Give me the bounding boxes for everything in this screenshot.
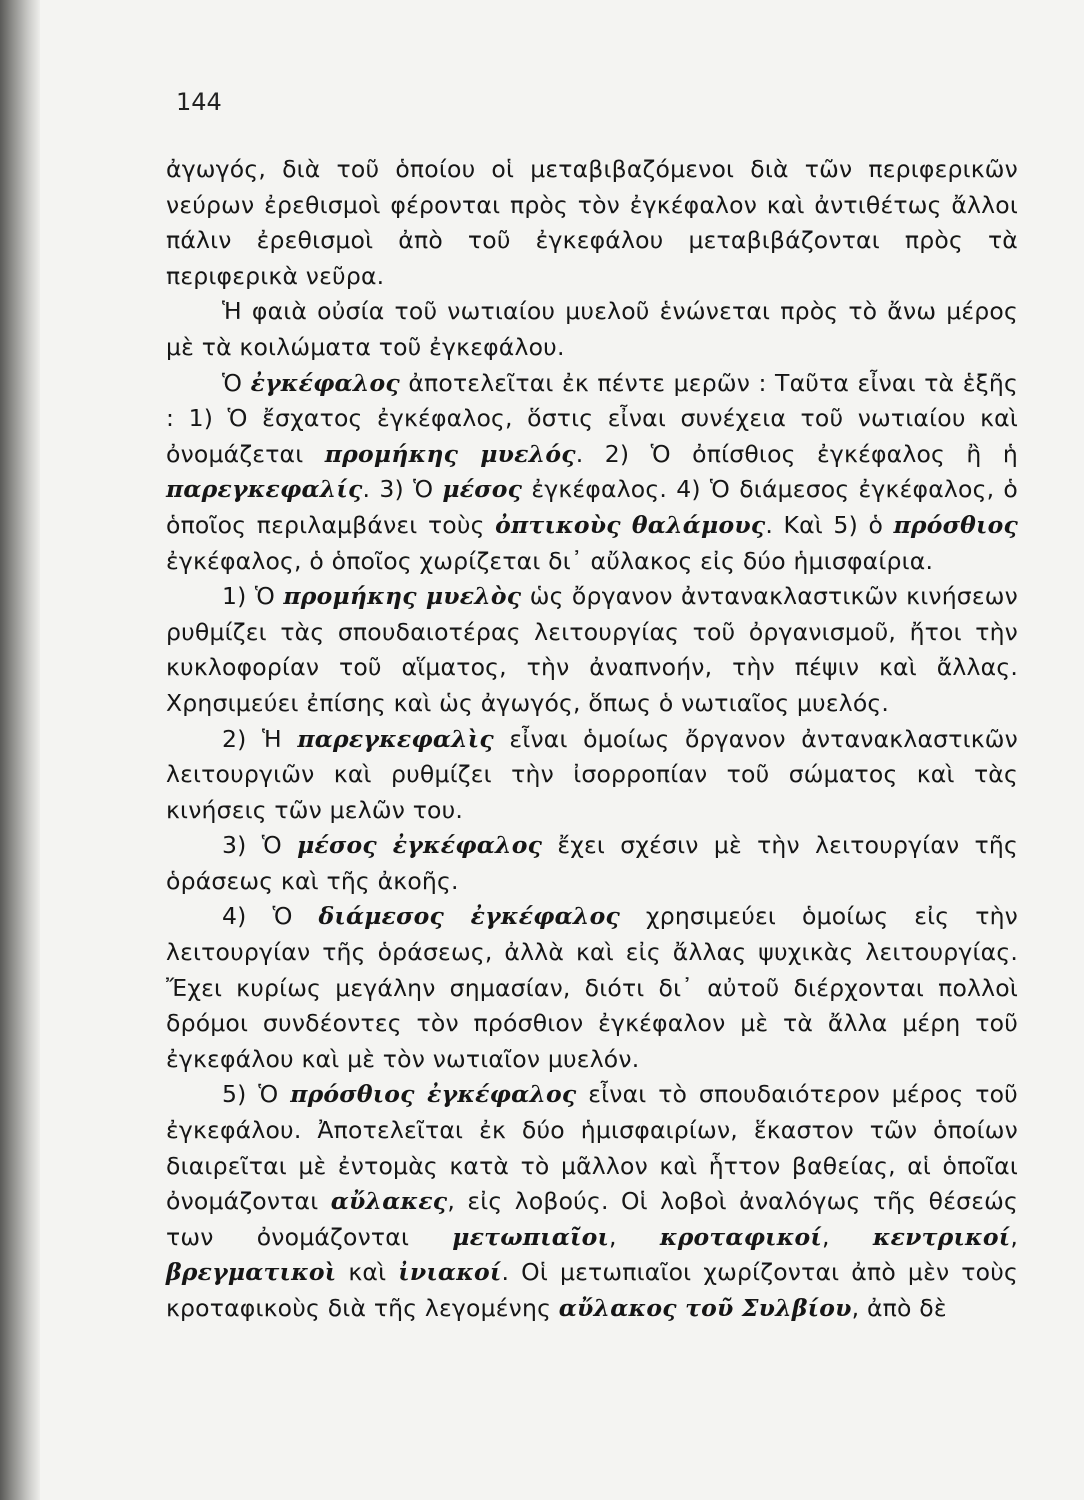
text-run: χρησιμεύει ὁμοίως εἰς τὴν λειτουργίαν τῆς ὁράσεως, ἀλλὰ καὶ εἰς ἄλλας ψυχικὰς λειτουργίας. Ἔχει κυρίως μεγάλην σημασίαν, διότι δι᾿ αὐτοῦ διέρχονται πολλοὶ δρόμοι συνδέοντες τὸν πρόσθιον ἐγκέφαλον μὲ τὰ ἄλλα μέρη τοῦ ἐγκεφάλου καὶ μὲ τὸν νωτιαῖον μυελόν. (166, 902, 1018, 1073)
emphasized-term: διάμεσος ἐγκέφαλος (318, 902, 620, 931)
paragraph (166, 1077, 1018, 1326)
text-run: , ἀπὸ δὲ (851, 1294, 947, 1322)
text-run: . Καὶ 5) ὁ (765, 510, 894, 539)
emphasized-term: ἰνιακοί (398, 1258, 502, 1287)
text-run: 1) Ὁ (222, 582, 284, 611)
text-run: , εἰς λοβούς. Οἱ λοβοὶ ἀναλόγως τῆς θέσεώς των ὀνομάζονται (166, 1187, 1018, 1251)
paragraph (166, 828, 1018, 899)
text-run: , (1010, 1222, 1018, 1251)
paragraph (166, 899, 1018, 1077)
paragraph (166, 294, 1018, 365)
paragraph (166, 366, 1018, 580)
text-run: 2) Ἡ (222, 724, 298, 753)
page-number: 144 (176, 88, 222, 116)
text-run: 3) Ὁ (222, 831, 298, 860)
text-run: ἀγωγός, διὰ τοῦ ὁποίου οἱ μεταβιβαζόμενοι διὰ τῶν περιφερικῶν νεύρων ἐρεθισμοὶ φέρονται πρὸς τὸν ἐγκέφαλον καὶ ἀντιθέτως ἄλλοι πάλιν ἐρεθισμοὶ ἀπὸ τοῦ ἐγκεφάλου μεταβιβάζονται πρὸς τὰ περιφερικὰ νεῦρα. (166, 155, 1018, 290)
text-run: ἀποτελεῖται ἐκ πέντε μερῶν : Ταῦτα εἶναι τὰ ἑξῆς : 1) Ὁ ἔσχατος ἐγκέφαλος, ὅστις εἶναι συνέχεια τοῦ νωτιαίου καὶ ὀνομάζεται (166, 368, 1018, 468)
text-run: 5) Ὁ (222, 1080, 291, 1109)
text-run: , (822, 1222, 873, 1251)
text-run: . 3) Ὁ (362, 475, 443, 504)
emphasized-term: παρεγκεφαλὶς (297, 724, 494, 753)
text-run: Ἡ φαιὰ οὐσία τοῦ νωτιαίου μυελοῦ ἑνώνεται πρὸς τὸ ἄνω μέρος μὲ τὰ κοιλώματα τοῦ ἐγκεφάλου. (166, 297, 1018, 361)
emphasized-term: παρεγκεφαλίς (166, 475, 363, 504)
paragraph (166, 152, 1018, 294)
text-run: . Οἱ μετωπιαῖοι χωρίζονται ἀπὸ μὲν τοὺς κροταφικοὺς διὰ τῆς λεγομένης (166, 1258, 1019, 1322)
text-run: ἐγκέφαλος. 4) Ὁ διάμεσος ἐγκέφαλος, ὁ ὁποῖος περιλαμβάνει τοὺς (166, 475, 1018, 539)
emphasized-term: ὀπτικοὺς θαλάμους (495, 510, 766, 539)
text-run: . 2) Ὁ ὀπίσθιος ἐγκέφαλος ἢ ἡ (575, 439, 1018, 468)
body-text (166, 152, 1018, 1327)
paragraph (166, 722, 1018, 829)
emphasized-term: κροταφικοί (659, 1222, 822, 1251)
emphasized-term: αὔλακες (330, 1187, 448, 1216)
emphasized-term: πρόσθιος (893, 510, 1018, 539)
emphasized-term: βρεγματικοὶ (166, 1258, 337, 1287)
book-binding-shadow (0, 0, 40, 1500)
text-run: καὶ (336, 1258, 399, 1287)
text-run: 4) Ὁ (222, 902, 319, 931)
emphasized-term: αὔλακος τοῦ Συλβίου (558, 1294, 852, 1322)
text-run: Ὁ (222, 368, 251, 397)
emphasized-term: ἐγκέφαλος (250, 368, 400, 397)
text-run: ὡς ὄργανον ἀντανακλαστικῶν κινήσεων ρυθμίζει τὰς σπουδαιοτέρας λειτουργίας τοῦ ὀργανισμοῦ, ἤτοι τὴν κυκλοφορίαν τοῦ αἵματος, τὴν ἀναπνοήν, τὴν πέψιν καὶ ἄλλας. Χρησιμεύει ἐπίσης καὶ ὡς ἀγωγός, ὅπως ὁ νωτιαῖος μυελός. (166, 582, 1018, 717)
paragraph (166, 579, 1018, 721)
text-run: ἐγκέφαλος, ὁ ὁποῖος χωρίζεται δι᾿ αὔλακος εἰς δύο ἡμισφαίρια. (166, 546, 934, 575)
emphasized-term: προμήκης μυελός (324, 439, 576, 468)
emphasized-term: κεντρικοί (872, 1222, 1011, 1251)
text-run: , (609, 1222, 660, 1251)
emphasized-term: προμήκης μυελὸς (283, 582, 522, 611)
emphasized-term: πρόσθιος ἐγκέφαλος (290, 1080, 577, 1109)
text-run: εἶναι τὸ σπουδαιότερον μέρος τοῦ ἐγκεφάλου. Ἀποτελεῖται ἐκ δύο ἡμισφαιρίων, ἕκαστον τῶν ὁποίων διαιρεῖται μὲ ἐντομὰς κατὰ τὸ μᾶλλον καὶ ἧττον βαθείας, αἱ ὁποῖαι ὀνομάζονται (166, 1080, 1018, 1216)
emphasized-term: μέσος ἐγκέφαλος (297, 831, 543, 860)
emphasized-term: μέσος (442, 475, 523, 504)
emphasized-term: μετωπιαῖοι (452, 1222, 610, 1251)
text-run: εἶναι ὁμοίως ὄργανον ἀντανακλαστικῶν λειτουργιῶν καὶ ρυθμίζει τὴν ἰσορροπίαν τοῦ σώματος καὶ τὰς κινήσεις τῶν μελῶν του. (166, 724, 1018, 824)
text-run: ἔχει σχέσιν μὲ τὴν λειτουργίαν τῆς ὁράσεως καὶ τῆς ἀκοῆς. (166, 831, 1018, 895)
